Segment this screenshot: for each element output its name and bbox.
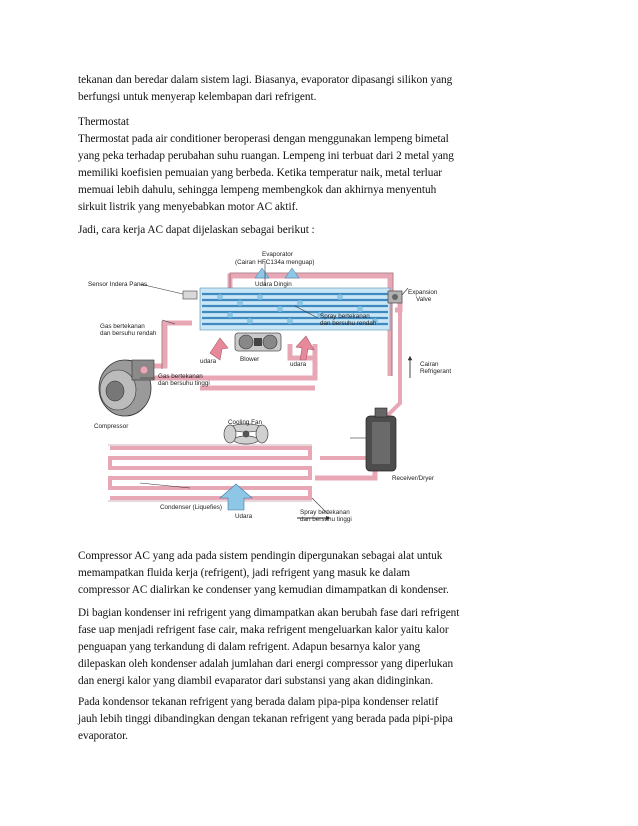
- text-line: yang peka terhadap perubahan suhu ruangan. Lempeng ini terbuat dari 2 metal yang: [78, 150, 454, 162]
- gas-high-label-2: dan bersuhu tinggi: [158, 380, 210, 387]
- text-line: Di bagian kondenser ini refrigent yang dimampatkan akan berubah fase dari refrigent: [78, 607, 460, 619]
- condenser-edge: [108, 445, 312, 501]
- heat-sensor: [183, 291, 197, 299]
- condenser-air-label: Udara: [235, 513, 253, 520]
- text-line: penguapan yang terkandung di dalam refrigent. Adapun besarnya kalor yang: [78, 641, 421, 653]
- spray-low-label-2: dan bersuhu rendah: [320, 320, 377, 327]
- blower-label: Blower: [240, 356, 260, 363]
- compressor: [99, 360, 154, 416]
- cooling-fan-label: Cooling Fan: [228, 419, 262, 426]
- cooling-fan: [224, 424, 268, 444]
- text-line: Compressor AC yang ada pada sistem pendingin dipergunakan sebagai alat untuk: [78, 550, 443, 562]
- text-line: dilepaskan oleh kondenser adalah jumlahan dari energi compressor yang diperlukan: [78, 658, 454, 670]
- ac-system-diagram: [80, 248, 530, 543]
- evaporator-label: Evaporator: [262, 251, 293, 258]
- cold-air-label: Udara Dingin: [255, 281, 292, 288]
- gas-low-label-2: dan bersuhu rendah: [100, 330, 157, 337]
- text-line: Pada kondensor tekanan refrigent yang berada dalam pipa-pipa kondenser relatif: [78, 696, 439, 708]
- expansion-valve: [388, 291, 402, 303]
- gas-high-label-1: Gas bertekanan: [158, 373, 203, 380]
- thermostat-section: [78, 114, 568, 216]
- sensor-label: Sensor Indera Panas: [88, 281, 148, 288]
- expansion-valve-label-2: Valve: [416, 296, 432, 303]
- air-right-label: udara: [290, 361, 307, 368]
- text-line: compressor AC dialirkan ke condenser yang kemudian dimampatkan di kondenser.: [78, 584, 449, 596]
- intro-paragraph: [78, 72, 568, 106]
- evaporator-sub-label: (Cairan HFC134a menguap): [235, 259, 315, 266]
- text-line: memuai lebih dahulu, sehingga lempeng membengkok dan akhirnya menyentuh: [78, 184, 437, 196]
- compressor-label: Compressor: [94, 423, 129, 430]
- text-line: Thermostat pada air conditioner beroperasi dengan menggunakan lempeng bimetal: [78, 133, 449, 145]
- kondenser-paragraph: [78, 605, 568, 690]
- text-line: tekanan dan beredar dalam sistem lagi. Biasanya, evaporator dipasangi silikon yang: [78, 74, 453, 86]
- blower: [235, 333, 281, 351]
- spray-high-label-2: dan bersuhu tinggi: [300, 516, 352, 523]
- liquid-refrigerant-label-1: Cairan: [420, 361, 439, 368]
- spray-low-label-1: Spray bertekanan: [320, 313, 370, 320]
- section-heading: Thermostat: [78, 116, 129, 128]
- text-line: berfungsi untuk menyerap kelembapan dari refrigent.: [78, 91, 317, 103]
- spray-high-label-1: Spray bertekanan: [300, 509, 350, 516]
- text-line: sirkuit listrik yang menyebabkan motor AC aktif.: [78, 201, 299, 213]
- tekanan-paragraph: [78, 694, 568, 745]
- condenser-label: Condenser (Liquefies): [160, 504, 222, 511]
- liquid-refrigerant-label-2: Refrigerant: [420, 368, 452, 375]
- compressor-paragraph: [78, 548, 568, 599]
- text-line: jauh lebih tinggi dibandingkan dengan tekanan refrigent yang berada pada pipi-pipa: [78, 713, 453, 725]
- cara-kerja-intro: [78, 222, 568, 239]
- text-line: memampatkan fluida kerja (refrigent), jadi refrigent yang masuk ke dalam: [78, 567, 411, 579]
- gas-low-label-1: Gas bertekanan: [100, 323, 145, 330]
- text-line: memiliki koefisien pemuaian yang berbeda. Ketika temperatur naik, metal terluar: [78, 167, 442, 179]
- receiver-dryer-label: Receiver/Dryer: [392, 475, 434, 482]
- text-line: Jadi, cara kerja AC dapat dijelaskan sebagai berikut :: [78, 224, 315, 236]
- condenser: [110, 448, 310, 498]
- text-line: evaporator.: [78, 730, 128, 742]
- text-line: fase uap menjadi refrigent fase cair, maka refrigent mengeluarkan kalor yaitu kalor: [78, 624, 449, 636]
- air-left-label: udara: [200, 358, 217, 365]
- expansion-valve-label-1: Expansion: [408, 289, 438, 296]
- receiver-dryer: [366, 408, 396, 471]
- text-line: dan energi kalor yang diambil evaparator dari substansi yang akan didinginkan.: [78, 675, 434, 687]
